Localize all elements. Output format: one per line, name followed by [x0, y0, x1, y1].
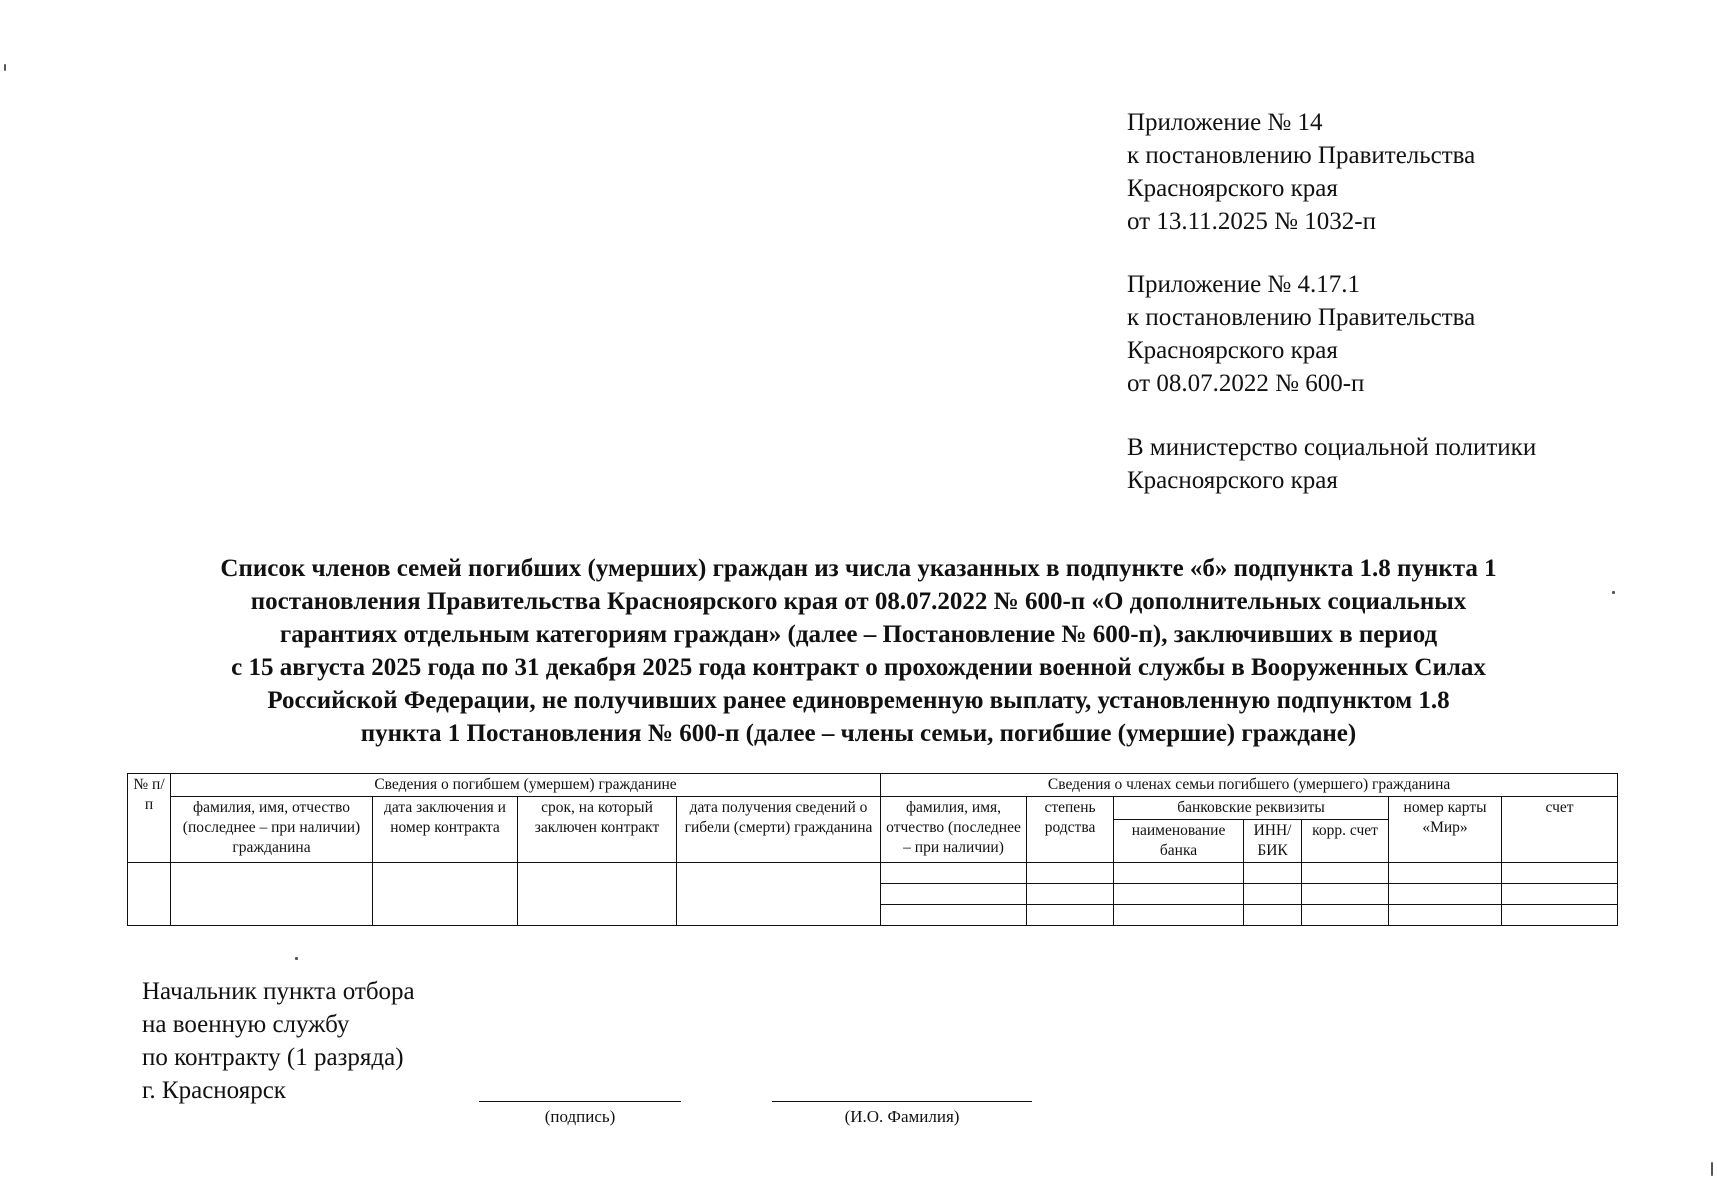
cell-mir-card[interactable] [1389, 905, 1502, 926]
scan-artifact [4, 64, 6, 71]
header-row-group [128, 774, 1618, 797]
annex-line: от 13.11.2025 № 1032-п [1127, 208, 1376, 235]
full-name-caption: (И.О. Фамилия) [844, 1107, 960, 1126]
col-account: счет [1502, 797, 1618, 863]
family-members-table [127, 773, 1618, 926]
cell-bank-name[interactable] [1114, 863, 1244, 884]
cell-account[interactable] [1502, 863, 1618, 884]
annex-4-17-1-header [1127, 268, 1475, 400]
title-line: с 15 августа 2025 года по 31 декабря 2025 года контракт о прохождении военной службы в Вооруженных Силах [231, 654, 1486, 681]
annex-14-header [1127, 106, 1475, 238]
title-line: Российской Федерации, не получивших ранее единовременную выплату, установленную подпунктом 1.8 [267, 687, 1450, 714]
scan-artifact [1711, 1162, 1713, 1176]
signer-block [142, 975, 415, 1107]
title-line: Список членов семей погибших (умерших) граждан из числа указанных в подпункте «б» подпункта 1.8 пункта 1 [220, 555, 1497, 582]
scan-artifact [295, 957, 298, 960]
header-row-columns [128, 797, 1618, 820]
cell-death-info-date[interactable] [677, 863, 881, 926]
cell-inn-bik[interactable] [1244, 863, 1302, 884]
annex-line: Красноярского края [1127, 337, 1338, 364]
addressee [1127, 431, 1536, 497]
signer-line: по контракту (1 разряда) [142, 1044, 404, 1071]
cell-corr-account[interactable] [1302, 863, 1389, 884]
signature-caption: (подпись) [544, 1107, 616, 1126]
addressee-line: Красноярского края [1127, 467, 1338, 494]
annex-line: Красноярского края [1127, 175, 1338, 202]
col-death-info-date: дата получения сведений о гибели (смерти) гражданина [677, 797, 881, 863]
annex-line: Приложение № 4.17.1 [1127, 271, 1361, 298]
table-row [128, 863, 1618, 884]
col-contract-term: срок, на который заключен контракт [518, 797, 677, 863]
title-line: постановления Правительства Красноярского края от 08.07.2022 № 600-п «О дополнительных социальных [250, 588, 1467, 615]
col-mir-card: номер карты «Мир» [1389, 797, 1502, 863]
col-corr-account: корр. счет [1302, 820, 1389, 863]
cell-account[interactable] [1502, 884, 1618, 905]
signer-line: г. Красноярск [142, 1077, 286, 1104]
cell-deceased-name[interactable] [171, 863, 373, 926]
signature-field[interactable] [479, 1101, 681, 1102]
signer-line: Начальник пункта отбора [142, 978, 415, 1005]
title-line: гарантиях отдельным категориям граждан» (далее – Постановление № 600-п), заключивших в период [279, 621, 1438, 648]
addressee-line: В министерство социальной политики [1127, 434, 1537, 461]
annex-line: к постановлению Правительства [1127, 142, 1476, 169]
cell-contract-term[interactable] [518, 863, 677, 926]
annex-line: к постановлению Правительства [1127, 304, 1476, 331]
cell-inn-bik[interactable] [1244, 905, 1302, 926]
cell-bank-name[interactable] [1114, 905, 1244, 926]
cell-contract-date[interactable] [373, 863, 518, 926]
full-name-field[interactable] [772, 1101, 1032, 1102]
col-bank-name: наименование банка [1114, 820, 1244, 863]
cell-mir-card[interactable] [1389, 884, 1502, 905]
col-number-header: № п/п [128, 774, 171, 863]
family-group-header: Сведения о членах семьи погибшего (умершего) гражданина [881, 774, 1618, 797]
cell-inn-bik[interactable] [1244, 884, 1302, 905]
cell-member-name[interactable] [881, 884, 1027, 905]
col-deceased-name: фамилия, имя, отчество (последнее – при наличии) гражданина [171, 797, 373, 863]
signer-line: на военную службу [142, 1011, 350, 1038]
col-contract-date: дата заключения и номер контракта [373, 797, 518, 863]
scan-artifact [1612, 591, 1615, 594]
cell-bank-name[interactable] [1114, 884, 1244, 905]
annex-line: от 08.07.2022 № 600-п [1127, 370, 1365, 397]
cell-corr-account[interactable] [1302, 905, 1389, 926]
cell-relation[interactable] [1027, 905, 1114, 926]
col-relation: степень родства [1027, 797, 1114, 863]
cell-relation[interactable] [1027, 884, 1114, 905]
cell-corr-account[interactable] [1302, 884, 1389, 905]
document-title [100, 552, 1617, 750]
cell-mir-card[interactable] [1389, 863, 1502, 884]
cell-relation[interactable] [1027, 863, 1114, 884]
annex-line: Приложение № 14 [1127, 109, 1323, 136]
cell-member-name[interactable] [881, 863, 1027, 884]
cell-number[interactable] [128, 863, 171, 926]
title-line: пункта 1 Постановления № 600-п (далее – члены семьи, погибшие (умершие) граждане) [360, 720, 1357, 747]
cell-account[interactable] [1502, 905, 1618, 926]
bank-details-header: банковские реквизиты [1114, 797, 1389, 820]
col-member-name: фамилия, имя, отчество (последнее – при наличии) [881, 797, 1027, 863]
col-inn-bik: ИНН/ БИК [1244, 820, 1302, 863]
cell-member-name[interactable] [881, 905, 1027, 926]
deceased-group-header: Сведения о погибшем (умершем) гражданине [171, 774, 881, 797]
